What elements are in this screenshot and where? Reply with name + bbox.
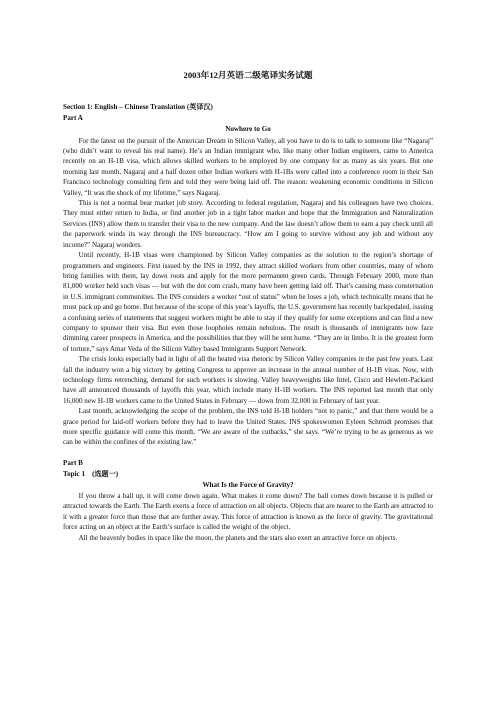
part-a-paragraph: For the latest on the pursuit of the American Dream in Silicon Valley, all you have to do is to talk to someone like “Nagaraj” (who didn’t want to reveal his real name). He’s an Indian immigrant who, like many other Indian engineers, came to America recently on an H-1B visa, which allows skilled workers to be employed by one company for as many as six years. But one morning last month, Nagaraj and a half dozen other Indian workers with H-1Bs were called into a conference room in their San Francisco technology consulting firm and told they were being laid off. The reason: weakening economic conditions in Silicon Valley, “It was the shock of my lifetime,” says Nagaraj. [63,136,433,197]
section-1-heading: Section 1: English – Chinese Translation (英译汉) [63,103,213,112]
part-a-paragraph: Until recently, H-1B visas were championed by Silicon Valley companies as the solution to the region’s shortage of programmers and engineers. First issued by the INS in 1992, they attract skilled workers from other countries, many of whom bring families with them, lay down roots and apply for the more permanent green cards. Through February 2000, more than 81,000 worker held such visas — but with the dot com crash, many have been getting laid off. That’s causing mass consternation in U.S. immigrant communities. The INS considers a worker “out of status” when he loses a job, which technically means that he must pack up and go home. But because of the scope of this year’s layoffs, the U.S. government has recently backpedaled, issuing a confusing series of statements that suggest workers might be able to stay if they qualify for some exceptions and can find a new company to sponsor their visa. But even those loopholes remain nebulous. The result is thousands of immigrants now face dimming career prospects in America, and the possibilities that they will be sent home. “They are in limbo. It is the greatest form of torture,” says Amar Veda of the Silicon Valley based Immigrants Support Network. [63,251,433,353]
part-b-paragraph: If you throw a ball up, it will come down again. What makes it come down? The ball comes down because it is pulled or attracted towards the Earth. The Earth exerts a force of attraction on all objects. Objects that are nearer to the Earth are attracted to it with a greater force than those that are further away. This force of attraction is known as the force of gravity. The gravitational force acting on an object at the Earth’s surface is called the weight of the object. [63,492,433,532]
part-a-paragraph: The crisis looks especially bad in light of all the heated visa rhetoric by Silicon Valley companies in the past few years. Last fall the industry won a big victory by getting Congress to approve an increase in the annual number of H-1B visas. Now, with technology firms retrenching, demand for such workers is slowing. Valley heavyweights like Intel, Cisco and Hewlett-Packard have all announced thousands of layoffs this year, which include many H-1B workers. The INS reported last month that only 16,000 new H-1B workers came to the United States in February — down from 32,000 in February of last year. [63,355,433,405]
part-a-passage-title: Nowhere to Go [225,125,271,134]
part-a-paragraph: Last month, acknowledging the scope of the problem, the INS told H-1B holders “not to panic,” and that there would be a grace period for laid-off workers before they had to leave the United States. INS spokeswomen Eyleen Schmidt promises that more specific guidance will come this month. “We are aware of the cutbacks,” she says. “We’re trying to be as generous as we can be within the confines of the existing law.” [63,407,433,447]
part-a-paragraph: This is not a normal bear market job story. According to federal regulation, Nagaraj and his colleagues have two choices. They must either return to India, or find another job in a tight labor market and hope that the Immigration and Naturalization Services (INS) allow them to transfer their visa to the new company. And the law doesn’t allow them to earn a pay check until all the paperwork winds its way through the INS bureaucracy. “How am I going to survive without any job and without any income?” Nagaraj wonders. [63,199,433,249]
part-a-label: Part A [63,113,83,122]
document-title: 2003年12月英语二级笔译实务试题 [183,70,313,80]
section-spacer [63,448,433,458]
topic-1-label: Topic 1 (选题一) [63,470,119,479]
part-b-label: Part B [63,458,83,467]
part-b-passage-title: What Is the Force of Gravity? [202,480,294,489]
part-b-paragraph: All the heavenly bodies in space like the moon, the planets and the stars also exert an attractive force on objects. [78,533,398,542]
